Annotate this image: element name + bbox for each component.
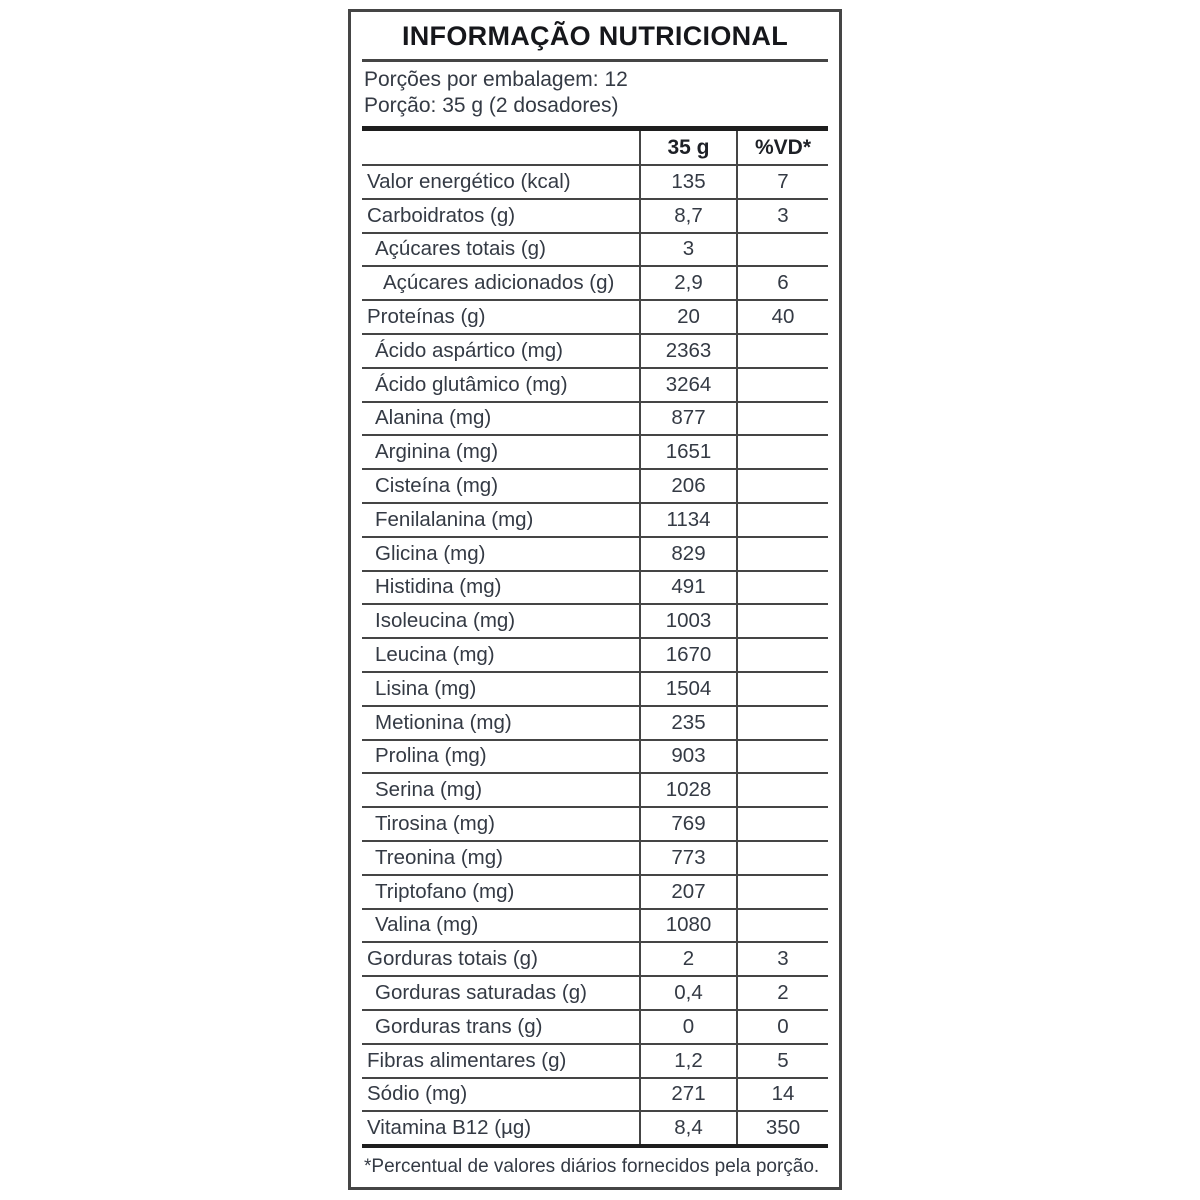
- amount-value: 2,9: [639, 267, 736, 299]
- table-row: [362, 164, 828, 198]
- nutrient-label: Gorduras saturadas (g): [375, 981, 587, 1005]
- amount-value: 1134: [639, 504, 736, 536]
- amount-value: 207: [639, 876, 736, 908]
- dv-value: [736, 538, 828, 570]
- table-row: [362, 401, 828, 435]
- header-spacer-cell: [362, 131, 639, 164]
- dv-value: [736, 673, 828, 705]
- nutrient-label: Cisteína (mg): [375, 474, 499, 498]
- amount-value: 829: [639, 538, 736, 570]
- dv-value: [736, 403, 828, 435]
- nutrient-label: Gorduras trans (g): [375, 1014, 543, 1038]
- nutrient-label: Histidina (mg): [375, 575, 502, 599]
- table-row: [362, 739, 828, 773]
- nutrient-label: Ácido aspártico (mg): [375, 338, 563, 362]
- table-row: [362, 874, 828, 908]
- nutrition-facts-label: [348, 9, 842, 1190]
- table-row: [362, 198, 828, 232]
- amount-value: 8,7: [639, 200, 736, 232]
- table-row: [362, 367, 828, 401]
- amount-value: 877: [639, 403, 736, 435]
- table-row: [362, 265, 828, 299]
- dv-value: [736, 707, 828, 739]
- table-row: [362, 1043, 828, 1077]
- amount-value: 235: [639, 707, 736, 739]
- table-row: [362, 705, 828, 739]
- dv-value: [736, 605, 828, 637]
- dv-value: [736, 910, 828, 942]
- nutrient-label: Arginina (mg): [375, 440, 499, 464]
- dv-value: [736, 741, 828, 773]
- table-row: [362, 570, 828, 604]
- table-row: [362, 468, 828, 502]
- table-row: [362, 806, 828, 840]
- dv-value: [736, 808, 828, 840]
- amount-value: 0,4: [639, 977, 736, 1009]
- table-row: [362, 975, 828, 1009]
- amount-value: 0: [639, 1011, 736, 1043]
- table-row: [362, 232, 828, 266]
- table-row: [362, 536, 828, 570]
- serving-info: [362, 62, 828, 126]
- table-row: [362, 637, 828, 671]
- amount-value: 3264: [639, 369, 736, 401]
- dv-value: 7: [736, 166, 828, 198]
- table-row: [362, 603, 828, 637]
- amount-value: 206: [639, 470, 736, 502]
- amount-value: 135: [639, 166, 736, 198]
- nutrient-label: Açúcares adicionados (g): [383, 271, 615, 295]
- dv-value: [736, 470, 828, 502]
- dv-value: [736, 842, 828, 874]
- amount-value: 1003: [639, 605, 736, 637]
- amount-value: 271: [639, 1079, 736, 1111]
- table-row: [362, 502, 828, 536]
- nutrient-label: Vitamina B12 (µg): [367, 1116, 532, 1140]
- dv-value: 6: [736, 267, 828, 299]
- dv-value: 40: [736, 301, 828, 333]
- nutrient-rows: [362, 164, 828, 1144]
- nutrient-label: Valor energético (kcal): [367, 169, 571, 193]
- dv-footnote: *Percentual de valores diários fornecidos pela porção.: [364, 1156, 820, 1178]
- nutrient-label: Glicina (mg): [375, 541, 486, 565]
- amount-value: 491: [639, 572, 736, 604]
- dv-value: 0: [736, 1011, 828, 1043]
- table-row: [362, 1077, 828, 1111]
- nutrient-label: Valina (mg): [375, 913, 479, 937]
- table-row: [362, 671, 828, 705]
- nutrient-label: Tirosina (mg): [375, 812, 495, 836]
- amount-value: 3: [639, 234, 736, 266]
- dv-value: [736, 876, 828, 908]
- amount-value: 903: [639, 741, 736, 773]
- table-row: [362, 299, 828, 333]
- column-header-amount: 35 g: [639, 131, 736, 164]
- nutrient-label: Metionina (mg): [375, 710, 512, 734]
- dv-value: 350: [736, 1112, 828, 1144]
- table-row: [362, 1009, 828, 1043]
- dv-value: 2: [736, 977, 828, 1009]
- amount-value: 1,2: [639, 1045, 736, 1077]
- dv-value: [736, 234, 828, 266]
- amount-value: 1080: [639, 910, 736, 942]
- amount-value: 20: [639, 301, 736, 333]
- dv-value: 5: [736, 1045, 828, 1077]
- nutrient-label: Carboidratos (g): [367, 203, 516, 227]
- table-row: [362, 908, 828, 942]
- dv-value: [736, 774, 828, 806]
- portion-size: Porção: 35 g (2 dosadores): [364, 94, 619, 117]
- table-row: [362, 772, 828, 806]
- dv-value: 14: [736, 1079, 828, 1111]
- nutrient-label: Sódio (mg): [367, 1082, 468, 1106]
- dv-value: [736, 369, 828, 401]
- table-header-row: [362, 131, 828, 164]
- nutrient-label: Açúcares totais (g): [375, 237, 546, 261]
- nutrient-label: Alanina (mg): [375, 406, 492, 430]
- nutrient-label: Isoleucina (mg): [375, 609, 516, 633]
- table-row: [362, 434, 828, 468]
- table-row: [362, 941, 828, 975]
- table-row: [362, 333, 828, 367]
- table-row: [362, 1110, 828, 1144]
- nutrient-label: Ácido glutâmico (mg): [375, 372, 568, 396]
- dv-value: 3: [736, 943, 828, 975]
- dv-value: [736, 436, 828, 468]
- nutrient-label: Triptofano (mg): [375, 879, 515, 903]
- nutrient-label: Fenilalanina (mg): [375, 507, 534, 531]
- nutrient-label: Leucina (mg): [375, 643, 495, 667]
- nutrient-label: Proteínas (g): [367, 305, 486, 329]
- amount-value: 1504: [639, 673, 736, 705]
- nutrient-label: Gorduras totais (g): [367, 947, 538, 971]
- dv-value: [736, 504, 828, 536]
- amount-value: 1670: [639, 639, 736, 671]
- dv-value: [736, 639, 828, 671]
- amount-value: 773: [639, 842, 736, 874]
- nutrient-label: Serina (mg): [375, 778, 483, 802]
- amount-value: 1028: [639, 774, 736, 806]
- amount-value: 8,4: [639, 1112, 736, 1144]
- amount-value: 1651: [639, 436, 736, 468]
- nutrient-label: Treonina (mg): [375, 845, 503, 869]
- amount-value: 769: [639, 808, 736, 840]
- label-title: INFORMAÇÃO NUTRICIONAL: [401, 21, 789, 51]
- column-header-dv: %VD*: [736, 131, 828, 164]
- nutrient-label: Lisina (mg): [375, 676, 477, 700]
- dv-value: [736, 335, 828, 367]
- nutrient-label: Prolina (mg): [375, 744, 487, 768]
- dv-value: [736, 572, 828, 604]
- dv-value: 3: [736, 200, 828, 232]
- table-row: [362, 840, 828, 874]
- nutrient-label: Fibras alimentares (g): [367, 1048, 567, 1072]
- servings-per-package: Porções por embalagem: 12: [364, 68, 628, 91]
- amount-value: 2: [639, 943, 736, 975]
- amount-value: 2363: [639, 335, 736, 367]
